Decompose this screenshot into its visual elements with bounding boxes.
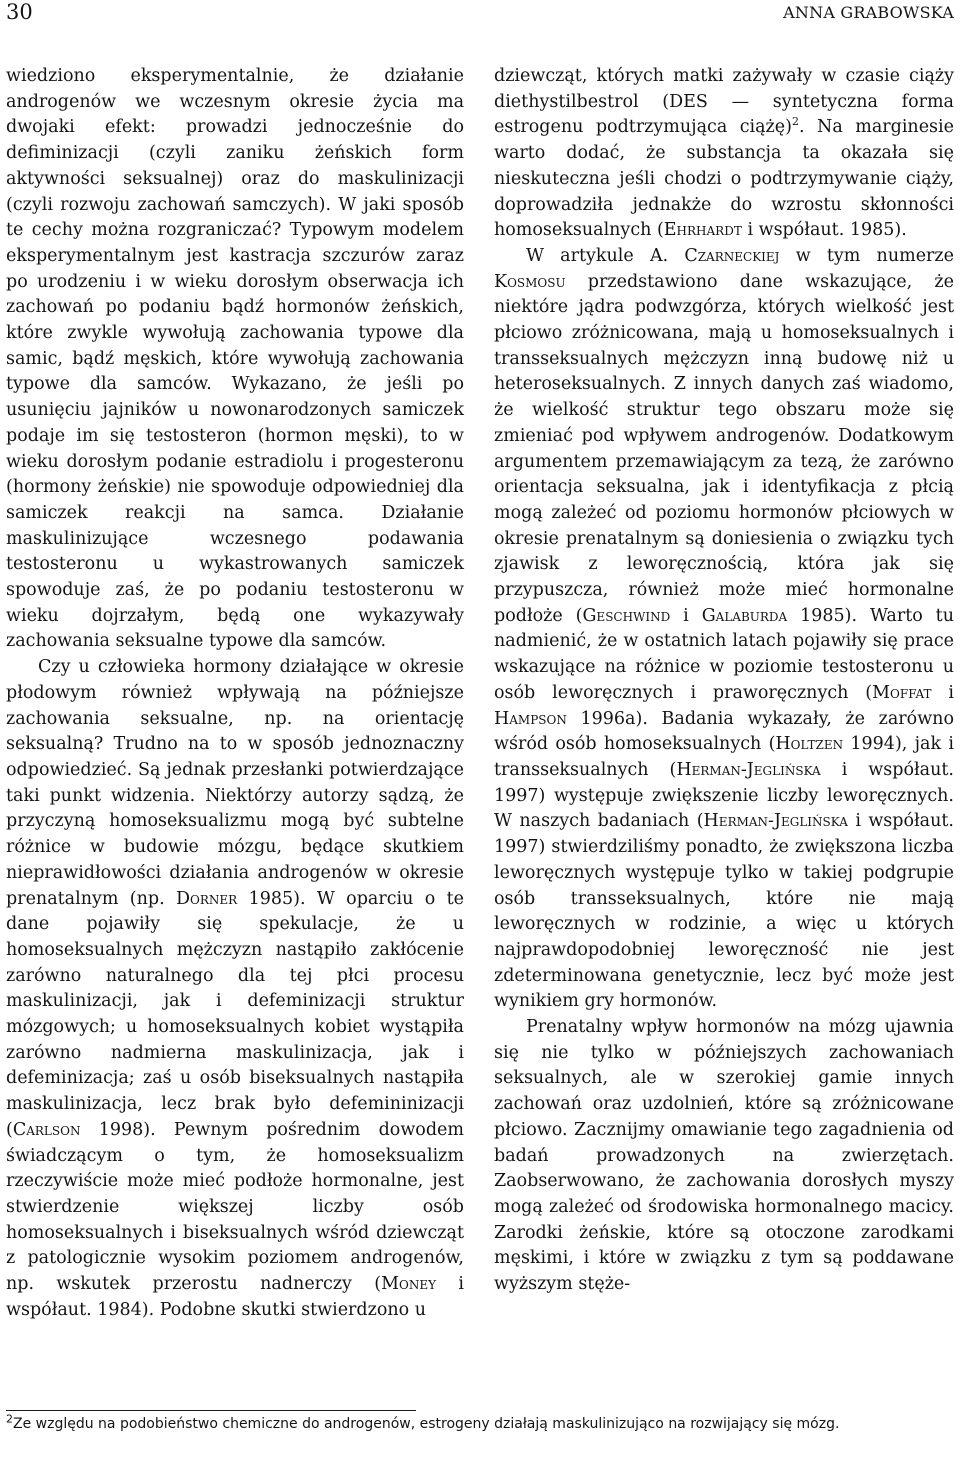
footnote [6,1414,954,1434]
paragraph-text: 1985). W oparciu o te dane pojawiły się spekulacje, że u homoseksualnych mężczyzn nastąpiło zakłócenie zarówno naturalnego dla tej płci procesu maskulinizacji, jak i defeminizacji struktur mózgowych; u homoseksualnych kobiet wystąpiła zarówno nadmierna maskulinizacja, jak i defeminizacja; zaś u osób biseksualnych nastąpiła maskulinizacja, lecz brak było defemininizacji ( [6,888,464,1140]
paragraph [494,1015,954,1298]
paragraph-text: przedstawiono dane wskazujące, że niektóre jądra podwzgórza, których wielkość jest płciowo zróżnicowana, mają u homoseksualnych i transseksualnych mężczyzn inną budowę niż u heteroseksualnych. Z innych danych zaś wiadomo, że wielkość struktur tego obszaru może się zmieniać pod wpływem androgenów. Dodatkowym argumentem przemawiającym za tezą, że zarówno orientacja seksualna, jak i identyfikacja z płcią mogą zależeć od poziomu hormonów płciowych w okresie prenatalnym są doniesienia o związku tych zjawisk z leworęcznością, która jak się przypuszcza, również może mieć hormonalne podłoże ( [494,271,954,626]
citation-author: Carlson [12,1119,81,1140]
citation-author: Herman-Jeglińska [703,811,848,832]
page-header [6,0,954,26]
paragraph-text: i współaut. 1985). [747,220,907,241]
paragraph-text: Prenatalny wpływ hormonów na mózg ujawnia się nie tylko w późniejszych zachowaniach seksualnych, ale w szerokiej gamie innych zachowań oraz uzdolnień, które są zróżnicowane płciowo. Zacznijmy omawianie tego zagadnienia od badań prowadzonych na zwierzętach. Zaobserwowano, że zachowania dorosłych myszy mogą zależeć od środowiska hormonalnego macicy. Zarodki żeńskie, które są otoczone zarodkami męskimi, i które w związku z tym są poddawane wyższym stęże- [494,1017,954,1295]
paragraph-text: . Na marginesie warto dodać, że substancja ta okazała się nieskuteczna jeśli chodzi o podtrzymywanie ciąży, doprowadziła jednakże do wzrostu skłonności homoseksualnych ( [494,117,954,241]
paragraph-text: 1998). Pewnym pośrednim dowodem świadczącym o tym, że homoseksualizm rzeczywiście może mieć podłoże hormonalne, jest stwierdzenie większej liczby osób homoseksualnych i biseksualnych wśród dziewcząt z patologicznie wysokim poziomem androgenów, np. wskutek przerostu nadnerczy ( [6,1119,464,1295]
footnote-marker: 2 [6,1412,13,1426]
citation-author: Herman-Jeglińska [676,759,821,780]
citation-author: Holtzen [775,734,844,755]
right-column [494,64,954,1298]
citation-author: A. Czarneckiej [649,245,780,266]
footnote-text: Ze względu na podobieństwo chemiczne do androgenów, estrogeny działają maskulinizująco na rozwijający się mózg. [13,1416,840,1432]
page-number: 30 [6,0,33,24]
citation-author: Hampson [494,708,567,729]
citation-author: Ehrhardt [663,220,742,241]
journal-name: Kosmosu [494,271,566,292]
citation-author: Money [381,1274,437,1295]
paragraph-text: 1994), jak i transseksualnych ( [494,734,954,780]
paragraph [6,64,464,655]
paragraph-text: Czy u człowieka hormony działające w okresie płodowym również wpływają na późniejsze zachowania seksualne, np. na orientację seksualną? Trudno na to w sposób jednoznaczny odpowiedzieć. Są jednak przesłanki potwierdzające taki punkt widzenia. Niektórzy autorzy sądzą, że przyczyną homoseksualizmu mogą być subtelne różnice w budowie mózgu, będące skutkiem nieprawidłowości działania androgenów w okresie prenatalnym (np. [6,657,464,909]
footnote-ref[interactable]: 2 [791,115,799,129]
citation-author: Galaburda [701,605,788,626]
paragraph-text: 1996a). Badania wykazały, że zarówno wśród osób homoseksualnych ( [494,708,954,755]
citation-author: Moffat [872,682,932,703]
paragraph-text: i współaut. 1997) występuje zwiększenie liczby leworęcznych. W naszych badaniach ( [494,759,954,832]
conjunction: i [948,682,954,703]
citation-author: Geschwind [582,605,671,626]
citation-author: Dorner [176,888,238,909]
paragraph-text: i współaut. 1997) stwierdziliśmy ponadto, że zwiększona liczba leworęcznych występuje tylko w takiej podgrupie osób transseksualnych, które nie mają leworęcznych w rodzinie, a więc u których najprawdopodobniej leworęczność nie jest zdeterminowana genetycznie, lecz być może jest wynikiem gry hormonów. [494,811,954,1012]
conjunction: i [683,605,689,626]
paragraph-text: wiedziono eksperymentalnie, że działanie androgenów we wczesnym okresie życia ma dwojaki efekt: prowadzi jednocześnie do defiminizacji (czyli zaniku żeńskich form aktywności seksualnej) oraz do maskulinizacji (czyli rozwoju zachowań samczych). W jaki sposób te cechy można rozgraniczać? Typowym modelem eksperymentalnym jest kastracja szczurów zaraz po urodzeniu i w wieku dorosłym obserwacja ich zachowań po podaniu bądź hormonów żeńskich, które zwykle wywołują zachowania typowe dla samic, bądź męskich, które wywołują zachowania typowe dla samców. Wykazano, że jeśli po usunięciu jajników u nowonarodzonych samiczek podaje im się testosteron (hormon męski), to w wieku dorosłym podanie estradiolu i progesteronu (hormony żeńskie) nie spowoduje odpowiedniej dla samiczek reakcji na samca. Działanie maskulinizujące wczesnego podawania testosteronu u wykastrowanych samiczek spowoduje zaś, że po podaniu testosteronu w wieku dojrzałym, będą one wykazywały zachowania seksualne typowe dla samców. [6,66,464,652]
left-column [6,64,464,1323]
paragraph-text: W artykule [526,245,634,266]
footnote-divider [6,1410,416,1411]
paragraph-text: i współaut. 1984). Podobne skutki stwierdzono u [6,1274,464,1320]
paragraph-text: w tym numerze [795,245,954,266]
paragraph-text: 1985). Warto tu nadmienić, że w ostatnich latach pojawiły się prace wskazujące na różnice w poziomie testosteronu u osób leworęcznych i praworęcznych ( [494,605,954,703]
paragraph-text: dziewcząt, których matki zażywały w czasie ciąży diethystilbestrol (DES — syntetyczna forma estrogenu podtrzymująca ciążę) [494,66,954,138]
paragraph [494,244,954,1015]
paragraph [494,64,954,244]
running-head: ANNA GRABOWSKA [783,3,954,22]
paragraph [6,655,464,1323]
